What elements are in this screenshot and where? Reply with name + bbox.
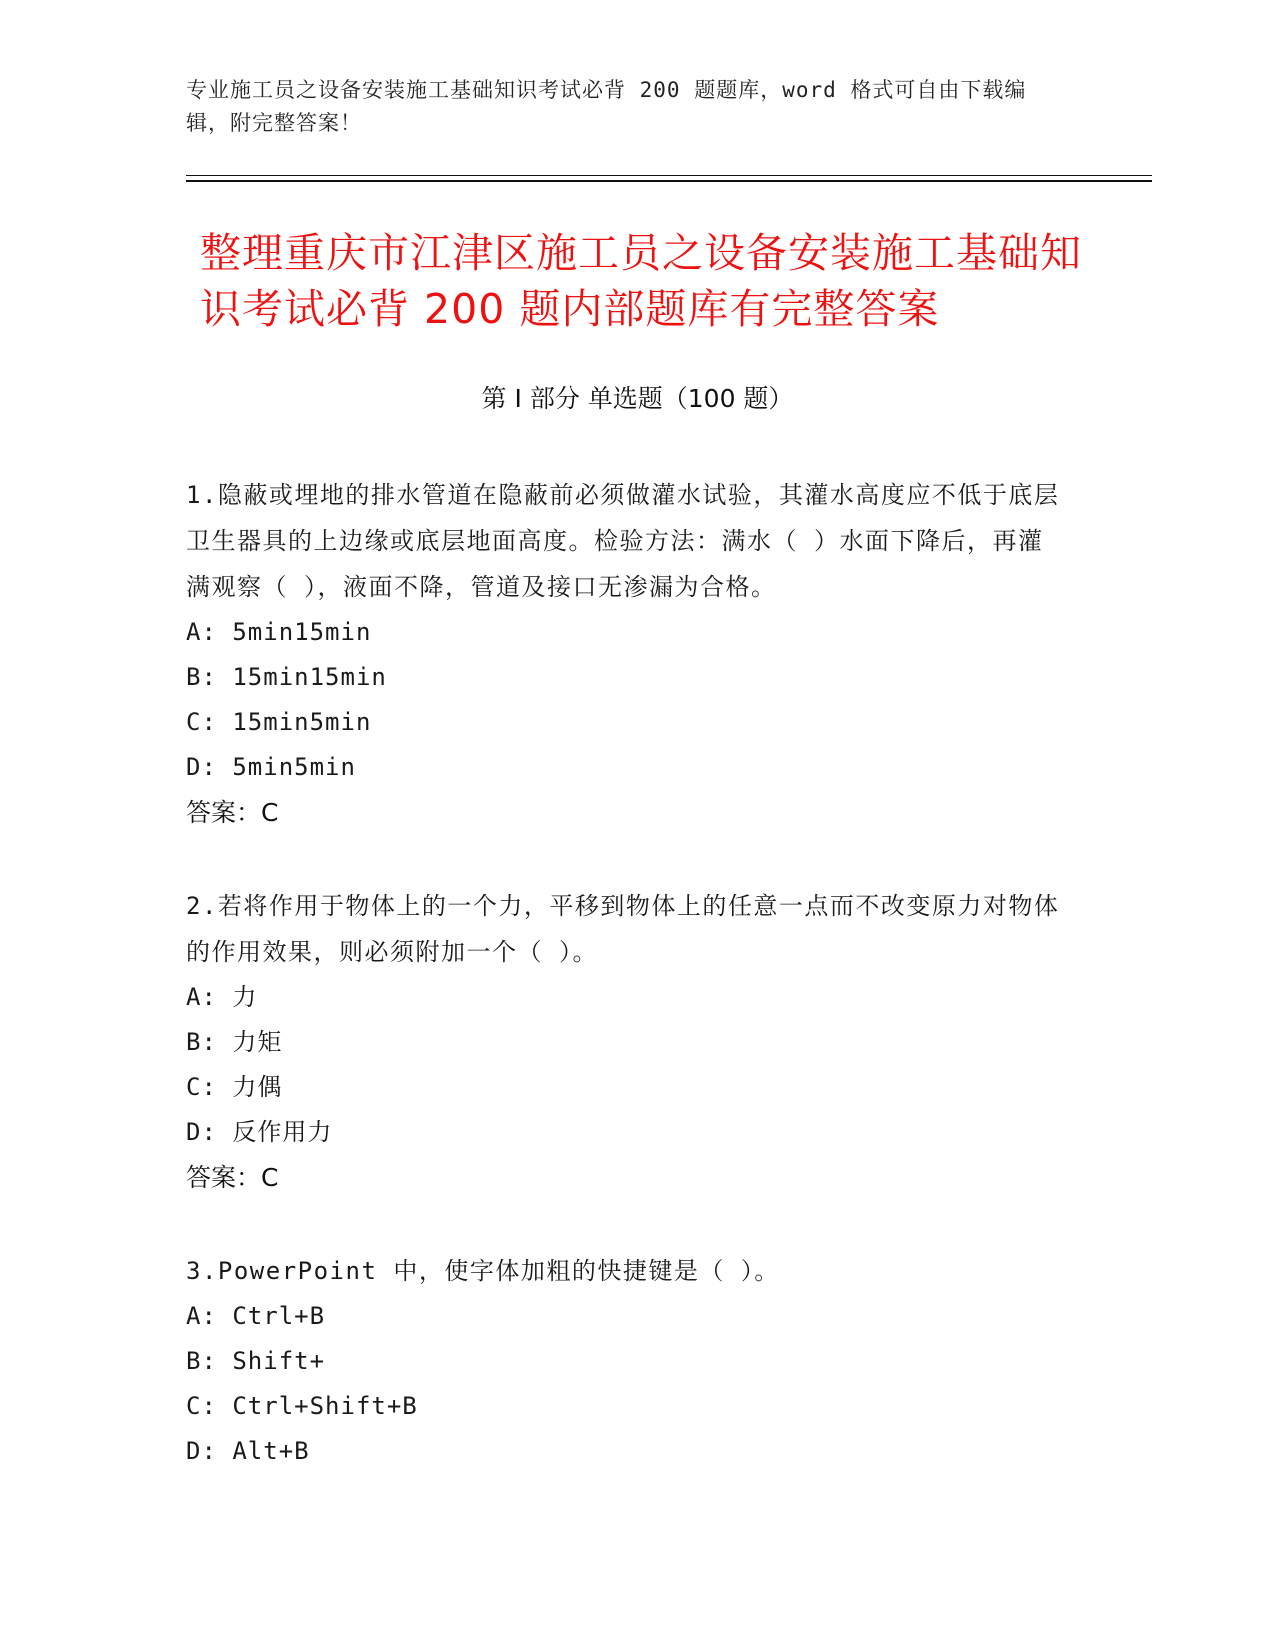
question-option-a: A: Ctrl+B [186,1302,326,1330]
question-stem: 3.PowerPoint 中，使字体加粗的快捷键是（ ）。 [186,1257,780,1285]
question-stem: 1.隐蔽或埋地的排水管道在隐蔽前必须做灌水试验，其灌水高度应不低于底层卫生器具的上边缘或底层地面高度。检验方法：满水（ ）水面下降后，再灌满观察（ ），液面不降，管道及接口无渗漏为合格。 [186,481,1060,601]
question-stem: 2.若将作用于物体上的一个力，平移到物体上的任意一点而不改变原力对物体的作用效果，则必须附加一个（ ）。 [186,892,1060,966]
question-list [186,472,1066,1522]
question-option-d: D: Alt+B [186,1437,310,1465]
question-option-a: A: 5min15min [186,618,372,646]
header-divider-thin [186,175,1152,176]
question-option-a: A: 力 [186,983,258,1011]
header-note: 专业施工员之设备安装施工基础知识考试必背 200 题题库，word 格式可自由下载编辑，附完整答案！ [186,78,1027,135]
section-heading: 第 I 部分 单选题（100 题） [481,384,794,413]
document-title: 整理重庆市江津区施工员之设备安装施工基础知识考试必背 200 题内部题库有完整答案 [200,229,1082,333]
question-option-c: C: Ctrl+Shift+B [186,1392,418,1420]
question-option-c: C: 15min5min [186,708,372,736]
question-item [186,1248,1066,1474]
question-option-b: B: 力矩 [186,1028,283,1056]
question-option-c: C: 力偶 [186,1073,283,1101]
question-answer: 答案：C [186,798,279,827]
question-option-d: D: 5min5min [186,753,356,781]
header-divider-thick [186,180,1152,182]
question-option-b: B: Shift+ [186,1347,326,1375]
question-option-d: D: 反作用力 [186,1118,333,1146]
question-option-b: B: 15min15min [186,663,387,691]
question-item [186,472,1066,835]
question-answer: 答案：C [186,1163,279,1192]
question-item [186,883,1066,1200]
